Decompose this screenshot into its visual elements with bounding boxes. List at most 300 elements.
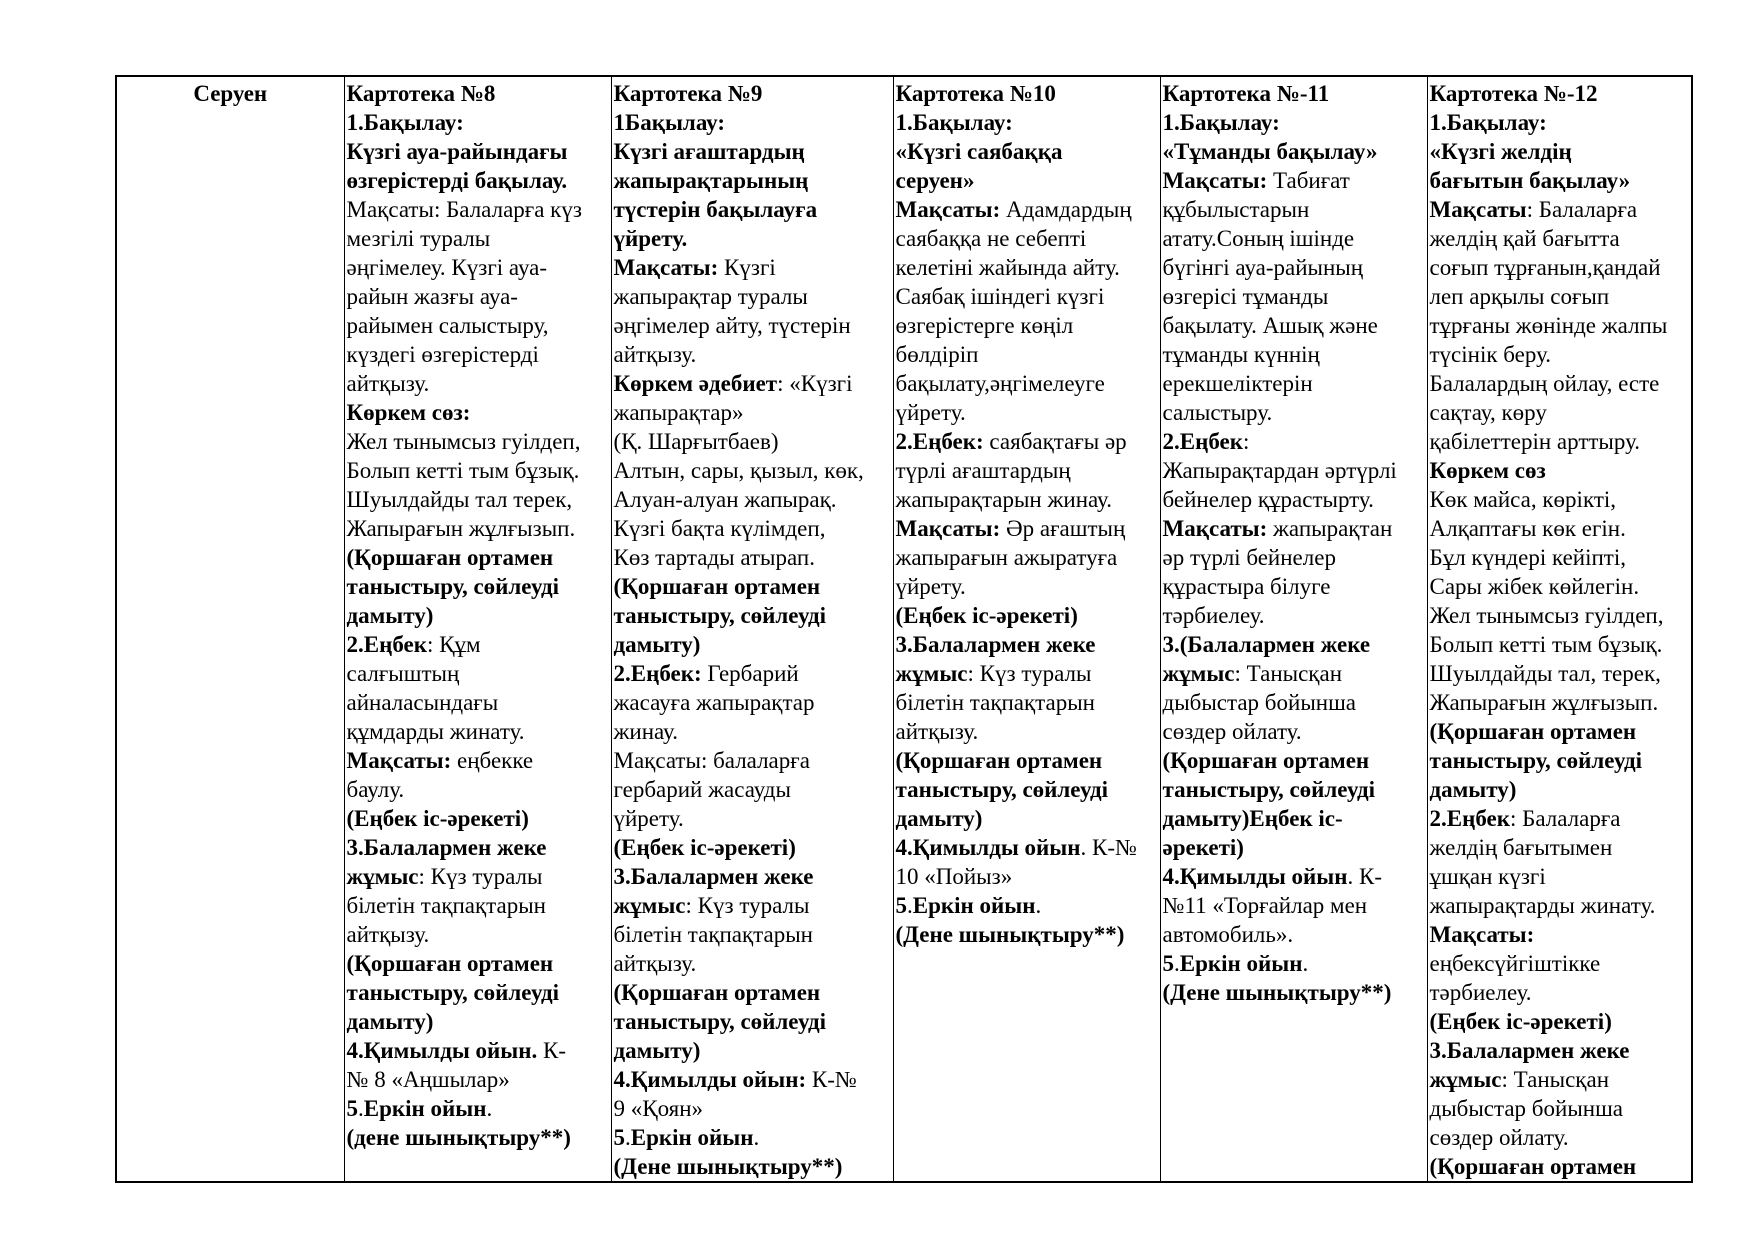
text-run: : «Күзгі <box>777 371 853 396</box>
text-line <box>896 746 1158 775</box>
text-line <box>1430 514 1690 543</box>
text-run: жұмыс <box>613 893 686 918</box>
text-run: Картотека №8 <box>346 81 496 106</box>
text-line <box>614 340 891 369</box>
text-run: 4.Қимылды ойын: <box>613 1067 807 1092</box>
text-run: автомобиль». <box>1162 922 1294 947</box>
text-line <box>347 253 609 282</box>
text-run: әңгімелер айту, түстерін <box>613 313 851 338</box>
text-line <box>1430 195 1690 224</box>
text-run: бейнелер құрастырту. <box>1162 487 1374 512</box>
text-run: дамыту) <box>613 632 701 657</box>
text-line <box>614 891 891 920</box>
text-run: Жапырағын жұлғызып. <box>1429 690 1659 715</box>
text-line <box>614 311 891 340</box>
text-run: Әр ағаштың <box>1000 516 1126 541</box>
text-line <box>896 804 1158 833</box>
text-run: жапырақтар» <box>613 400 744 425</box>
text-run: жұмыс <box>1162 661 1235 686</box>
text-line <box>614 775 891 804</box>
text-run: Күзгі ағаштардың <box>613 139 805 164</box>
text-run: 3.(Балалармен жеке <box>1162 632 1371 657</box>
text-run: (дене шынықтыру**) <box>346 1125 571 1150</box>
text-line <box>1430 137 1690 166</box>
text-line <box>1430 920 1690 949</box>
text-run: (Еңбек іс-әрекеті) <box>1429 1009 1612 1034</box>
text-line <box>1430 485 1690 514</box>
text-run: жапырақтарды жинату. <box>1429 893 1656 918</box>
text-run: баулу. <box>346 777 405 802</box>
text-line <box>347 920 609 949</box>
text-run: 3.Балалармен жеке <box>346 835 547 860</box>
text-line <box>347 311 609 340</box>
text-line <box>1163 978 1425 1007</box>
text-line <box>1430 1065 1690 1094</box>
text-line <box>347 717 609 746</box>
text-run: . <box>1302 951 1309 976</box>
text-line <box>347 1036 609 1065</box>
text-run: : Танысқан <box>1234 661 1343 686</box>
text-line <box>1430 1152 1690 1181</box>
text-run: Мақсаты: <box>895 197 1001 222</box>
text-run: Жел тынымсыз гуілдеп, <box>1429 603 1664 628</box>
text-run: «Тұманды бақылау» <box>1162 139 1378 164</box>
text-run: дыбыстар бойынша <box>1429 1096 1624 1121</box>
text-run: 2.Еңбек <box>1162 429 1243 454</box>
text-run: Сары жібек көйлегін. <box>1429 574 1640 599</box>
text-line <box>347 282 609 311</box>
text-run: Көркем сөз <box>1429 458 1546 483</box>
text-line <box>1430 1094 1690 1123</box>
text-line <box>1163 862 1425 891</box>
text-run: жинау. <box>613 719 678 744</box>
text-run: Көркем әдебиет <box>613 371 778 396</box>
text-line <box>347 195 609 224</box>
text-line <box>896 195 1158 224</box>
text-line <box>1163 949 1425 978</box>
text-run: Жел тынымсыз гуілдеп, <box>346 429 581 454</box>
text-run: (Қоршаған ортамен <box>895 748 1103 773</box>
text-line <box>614 688 891 717</box>
text-run: Картотека №9 <box>613 81 763 106</box>
text-run: (Еңбек іс-әрекеті) <box>895 603 1078 628</box>
text-run: 4.Қимылды ойын <box>895 835 1081 860</box>
text-line <box>1430 949 1690 978</box>
text-line <box>347 804 609 833</box>
text-run: 1Бақылау: <box>613 110 726 135</box>
text-line <box>614 485 891 514</box>
text-run: «Күзгі саябаққа <box>895 139 1063 164</box>
text-run: құбылыстарын <box>1162 197 1310 222</box>
text-run: (Қоршаған ортамен <box>613 980 821 1005</box>
text-run: дамыту) <box>613 1038 701 1063</box>
text-run: бағытын бақылау» <box>1429 168 1631 193</box>
text-line <box>1163 920 1425 949</box>
text-line <box>614 1123 891 1152</box>
text-run: Еркін ойын <box>630 1125 754 1150</box>
text-run: 5 <box>613 1125 625 1150</box>
text-run: Күзгі бақта күлімдеп, <box>613 516 826 541</box>
text-run: бөлдіріп <box>895 342 979 367</box>
text-line <box>896 630 1158 659</box>
text-run: (Қоршаған ортамен <box>346 951 554 976</box>
text-run: дыбыстар бойынша <box>1162 690 1357 715</box>
text-line <box>614 1036 891 1065</box>
text-run: жұмыс <box>1429 1067 1502 1092</box>
text-line <box>1163 630 1425 659</box>
text-run: Мақсаты <box>1429 197 1527 222</box>
text-line <box>1430 891 1690 920</box>
row-label-cell <box>116 76 344 1182</box>
text-run: Саябақ ішіндегі күзгі <box>895 284 1105 309</box>
text-run: тұманды күннің <box>1162 342 1320 367</box>
text-line <box>347 1007 609 1036</box>
text-run: жұмыс <box>346 864 419 889</box>
text-run: Мақсаты: <box>346 748 452 773</box>
text-line <box>1163 398 1425 427</box>
text-line <box>614 514 891 543</box>
text-run: Картотека №10 <box>895 81 1056 106</box>
text-run: Алқаптағы көк егін. <box>1429 516 1626 541</box>
text-run: құрастыра білуге <box>1162 574 1331 599</box>
text-run: Бұл күндері кейіпті, <box>1429 545 1626 570</box>
text-run: (Қоршаған ортамен <box>1162 748 1370 773</box>
text-run: өзгерісі тұманды <box>1162 284 1329 309</box>
text-line <box>1430 775 1690 804</box>
text-line <box>896 224 1158 253</box>
text-line <box>1163 659 1425 688</box>
text-line <box>896 862 1158 891</box>
text-line <box>1430 340 1690 369</box>
text-line <box>896 920 1158 949</box>
text-line <box>347 630 609 659</box>
text-run: білетін тақпақтарын <box>613 922 813 947</box>
text-run: Картотека №-11 <box>1162 81 1330 106</box>
text-line <box>1163 166 1425 195</box>
text-line <box>896 137 1158 166</box>
text-line <box>1430 79 1690 108</box>
text-run: айтқызу. <box>346 922 430 947</box>
text-run: 4.Қимылды ойын <box>1162 864 1348 889</box>
text-run: дамыту) <box>895 806 983 831</box>
text-run: бүгінгі ауа-райының <box>1162 255 1364 280</box>
text-run: Жапырақтардан әртүрлі <box>1162 458 1397 483</box>
text-line <box>347 398 609 427</box>
text-run: бақылату. Ашық және <box>1162 313 1378 338</box>
text-line <box>347 224 609 253</box>
text-line <box>614 630 891 659</box>
text-run: 2.Еңбек <box>346 632 427 657</box>
text-line <box>614 224 891 253</box>
text-line <box>614 920 891 949</box>
text-line <box>347 137 609 166</box>
text-run: саябаққа не себепті <box>895 226 1087 251</box>
text-line <box>347 108 609 137</box>
text-run: сөздер ойлату. <box>1162 719 1302 744</box>
text-line <box>1430 804 1690 833</box>
text-run: қабілеттерін арттыру. <box>1429 429 1641 454</box>
text-run: Алуан-алуан жапырақ. <box>613 487 837 512</box>
text-line <box>614 572 891 601</box>
text-line <box>1430 224 1690 253</box>
text-line <box>347 949 609 978</box>
text-run: 5 <box>895 893 907 918</box>
text-run: (Қоршаған ортамен <box>1429 719 1637 744</box>
text-line <box>614 978 891 1007</box>
text-run: дамыту) <box>346 1009 434 1034</box>
text-line <box>896 717 1158 746</box>
text-line <box>1430 572 1690 601</box>
text-run: : Күз туралы <box>418 864 543 889</box>
text-line <box>1163 340 1425 369</box>
text-run: айтқызу. <box>613 951 697 976</box>
text-line <box>614 282 891 311</box>
text-run: Болып кетті тым бұзық. <box>346 458 580 483</box>
text-line <box>1163 485 1425 514</box>
text-run: райымен салыстыру, <box>346 313 549 338</box>
text-run: . <box>625 1125 631 1150</box>
text-run: 3.Балалармен жеке <box>613 864 814 889</box>
text-line <box>347 746 609 775</box>
text-line <box>896 833 1158 862</box>
text-line <box>347 1094 609 1123</box>
text-run: (Қоршаған ортамен <box>613 574 821 599</box>
text-run: . <box>907 893 913 918</box>
row-label: Серуен <box>193 81 268 106</box>
text-run: әр түрлі бейнелер <box>1162 545 1336 570</box>
text-run: бақылату,әңгімелеуге <box>895 371 1105 396</box>
text-line <box>896 456 1158 485</box>
text-run: Еркін ойын <box>363 1096 487 1121</box>
text-run: желдің бағытымен <box>1429 835 1613 860</box>
text-line <box>347 659 609 688</box>
text-line <box>614 1152 891 1181</box>
text-run: тәрбиелеу. <box>1429 980 1532 1005</box>
text-run: 3.Балалармен жеке <box>895 632 1096 657</box>
text-run: таныстыру, сөйлеуді <box>895 777 1109 802</box>
text-run: (Дене шынықтыру**) <box>613 1154 843 1179</box>
text-run: (Еңбек іс-әрекеті) <box>346 806 529 831</box>
text-run: (Қ. Шарғытбаев) <box>613 429 779 454</box>
text-run: 2.Еңбек: <box>895 429 984 454</box>
text-run: : Балаларға <box>1510 806 1621 831</box>
text-run: Көз тартады атырап. <box>613 545 815 570</box>
text-run: гербарий жасауды <box>613 777 791 802</box>
text-run: мезгілі туралы <box>346 226 491 251</box>
text-line <box>896 601 1158 630</box>
text-line <box>614 949 891 978</box>
text-run: 1.Бақылау: <box>895 110 1013 135</box>
text-run: айтқызу. <box>346 371 430 396</box>
text-run: еңбекке <box>451 748 534 773</box>
text-run: Күзгі ауа-райындағы <box>346 139 568 164</box>
text-line <box>614 1065 891 1094</box>
text-run: атату.Соның ішінде <box>1162 226 1355 251</box>
text-run: . К-№ <box>1080 835 1137 860</box>
text-line <box>896 369 1158 398</box>
text-run: тәрбиелеу. <box>1162 603 1265 628</box>
text-line <box>1163 253 1425 282</box>
text-run: дамыту) <box>346 603 434 628</box>
text-run: үйрету. <box>613 806 684 831</box>
text-line <box>614 195 891 224</box>
text-run: тұрғаны жөнінде жалпы <box>1429 313 1668 338</box>
text-line <box>896 253 1158 282</box>
text-run: жұмыс <box>895 661 968 686</box>
text-line <box>614 137 891 166</box>
text-line <box>1163 137 1425 166</box>
text-line <box>347 1123 609 1152</box>
text-run: леп арқылы соғып <box>1429 284 1610 309</box>
text-run: Еркін ойын <box>912 893 1036 918</box>
text-run: Еркін ойын <box>1179 951 1303 976</box>
text-run: еңбексүйгіштікке <box>1429 951 1601 976</box>
text-line <box>1430 427 1690 456</box>
text-run: күздегі өзгерістерді <box>346 342 539 367</box>
text-run: . <box>1174 951 1180 976</box>
card-cell-11 <box>1160 76 1427 1182</box>
text-run: К- <box>537 1038 567 1063</box>
text-run: : Күз туралы <box>685 893 810 918</box>
text-run: Күзгі <box>718 255 776 280</box>
text-run: №11 «Торғайлар мен <box>1162 893 1368 918</box>
text-line <box>614 659 891 688</box>
text-run: жапырақтар туралы <box>613 284 808 309</box>
text-run: түстерін бақылауға <box>613 197 818 222</box>
text-line <box>1430 1036 1690 1065</box>
plan-table <box>115 75 1693 1183</box>
text-line <box>1163 746 1425 775</box>
text-run: . <box>753 1125 760 1150</box>
text-line <box>1430 311 1690 340</box>
text-run: сөздер ойлату. <box>1429 1125 1569 1150</box>
text-run: білетін тақпақтарын <box>895 690 1095 715</box>
text-run: салыстыру. <box>1162 400 1273 425</box>
text-run: (Қоршаған ортамен <box>1429 1154 1637 1179</box>
text-run: сақтау, көру <box>1429 400 1547 425</box>
text-line <box>1430 282 1690 311</box>
text-run: № 8 «Аңшылар» <box>346 1067 510 1092</box>
text-run: түсінік беру. <box>1429 342 1552 367</box>
text-run: : <box>1243 429 1250 454</box>
text-line <box>1430 253 1690 282</box>
text-run: 4.Қимылды ойын. <box>346 1038 538 1063</box>
text-run: Картотека №-12 <box>1429 81 1598 106</box>
text-line <box>896 485 1158 514</box>
text-run: Болып кетті тым бұзық. <box>1429 632 1663 657</box>
card-cell-10 <box>893 76 1160 1182</box>
text-line <box>1430 108 1690 137</box>
text-line <box>1163 543 1425 572</box>
text-line <box>896 311 1158 340</box>
text-run: жапырақтарының <box>613 168 809 193</box>
text-line <box>347 833 609 862</box>
text-line <box>1430 688 1690 717</box>
text-line <box>1430 543 1690 572</box>
text-run: таныстыру, сөйлеуді <box>346 980 560 1005</box>
text-run: Көк майса, көрікті, <box>1429 487 1617 512</box>
text-line <box>614 833 891 862</box>
text-run: : Құм <box>427 632 481 657</box>
text-run: Мақсаты: <box>1162 168 1268 193</box>
text-line <box>1163 775 1425 804</box>
text-run: Балалардың ойлау, есте <box>1429 371 1660 396</box>
text-run: үйрету. <box>895 400 966 425</box>
text-run: жапырақтарын жинау. <box>895 487 1112 512</box>
text-run: дамыту)Еңбек іс- <box>1162 806 1343 831</box>
text-line <box>896 514 1158 543</box>
card-cell-9 <box>611 76 893 1182</box>
text-run: (Еңбек іс-әрекеті) <box>613 835 796 860</box>
text-line <box>1163 833 1425 862</box>
text-line <box>1430 398 1690 427</box>
text-run: : Таныс​қан <box>1501 1067 1610 1092</box>
text-run: Шуылдайды тал, терек, <box>1429 661 1661 686</box>
text-line <box>1163 804 1425 833</box>
card-cell-8 <box>344 76 611 1182</box>
text-run: соғып тұрғанын,қандай <box>1429 255 1661 280</box>
text-run: үйрету. <box>895 574 966 599</box>
text-run: «Күзгі желдің <box>1429 139 1572 164</box>
text-line <box>1430 862 1690 891</box>
text-line <box>1430 1123 1690 1152</box>
text-run: Мақсаты: <box>613 255 719 280</box>
text-run: айналасындағы <box>346 690 499 715</box>
text-line <box>1430 978 1690 1007</box>
text-line <box>1430 166 1690 195</box>
text-line <box>1163 311 1425 340</box>
text-run: 1.Бақылау: <box>1429 110 1547 135</box>
card-cell-12 <box>1427 76 1692 1182</box>
text-line <box>347 514 609 543</box>
text-line <box>614 804 891 833</box>
text-run: ерекшеліктерін <box>1162 371 1313 396</box>
text-run: : Балаларға <box>1526 197 1638 222</box>
text-line <box>347 485 609 514</box>
text-line <box>347 1065 609 1094</box>
text-run: . <box>486 1096 493 1121</box>
text-line <box>1430 369 1690 398</box>
text-run: Көркем сөз: <box>346 400 471 425</box>
text-line <box>347 166 609 195</box>
text-run: ұшқан күзгі <box>1429 864 1546 889</box>
text-line <box>1430 456 1690 485</box>
text-run: 2.Еңбек <box>1429 806 1510 831</box>
text-line <box>1430 1007 1690 1036</box>
text-line <box>614 79 891 108</box>
text-run: желдің қай бағытта <box>1429 226 1620 251</box>
text-line <box>1430 717 1690 746</box>
text-line <box>347 862 609 891</box>
text-run: өзгерістерге көңіл <box>895 313 1074 338</box>
text-run: таныстыру, сөйлеуді <box>613 603 827 628</box>
text-run: . <box>1035 893 1042 918</box>
text-line <box>896 79 1158 108</box>
text-line <box>1430 630 1690 659</box>
text-line <box>614 456 891 485</box>
text-run: әңгімелеу. Күзгі ауа- <box>346 255 548 280</box>
text-run: (Дене шынықтыру**) <box>895 922 1125 947</box>
text-run: құмдарды жинату. <box>346 719 525 744</box>
text-line <box>1163 282 1425 311</box>
text-run: дамыту) <box>1429 777 1517 802</box>
text-run: 2.Еңбек: <box>613 661 702 686</box>
text-line <box>896 543 1158 572</box>
text-line <box>1430 746 1690 775</box>
text-line <box>896 427 1158 456</box>
text-run: Адамдардың <box>1000 197 1132 222</box>
text-run: (Қоршаған ортамен <box>346 545 554 570</box>
